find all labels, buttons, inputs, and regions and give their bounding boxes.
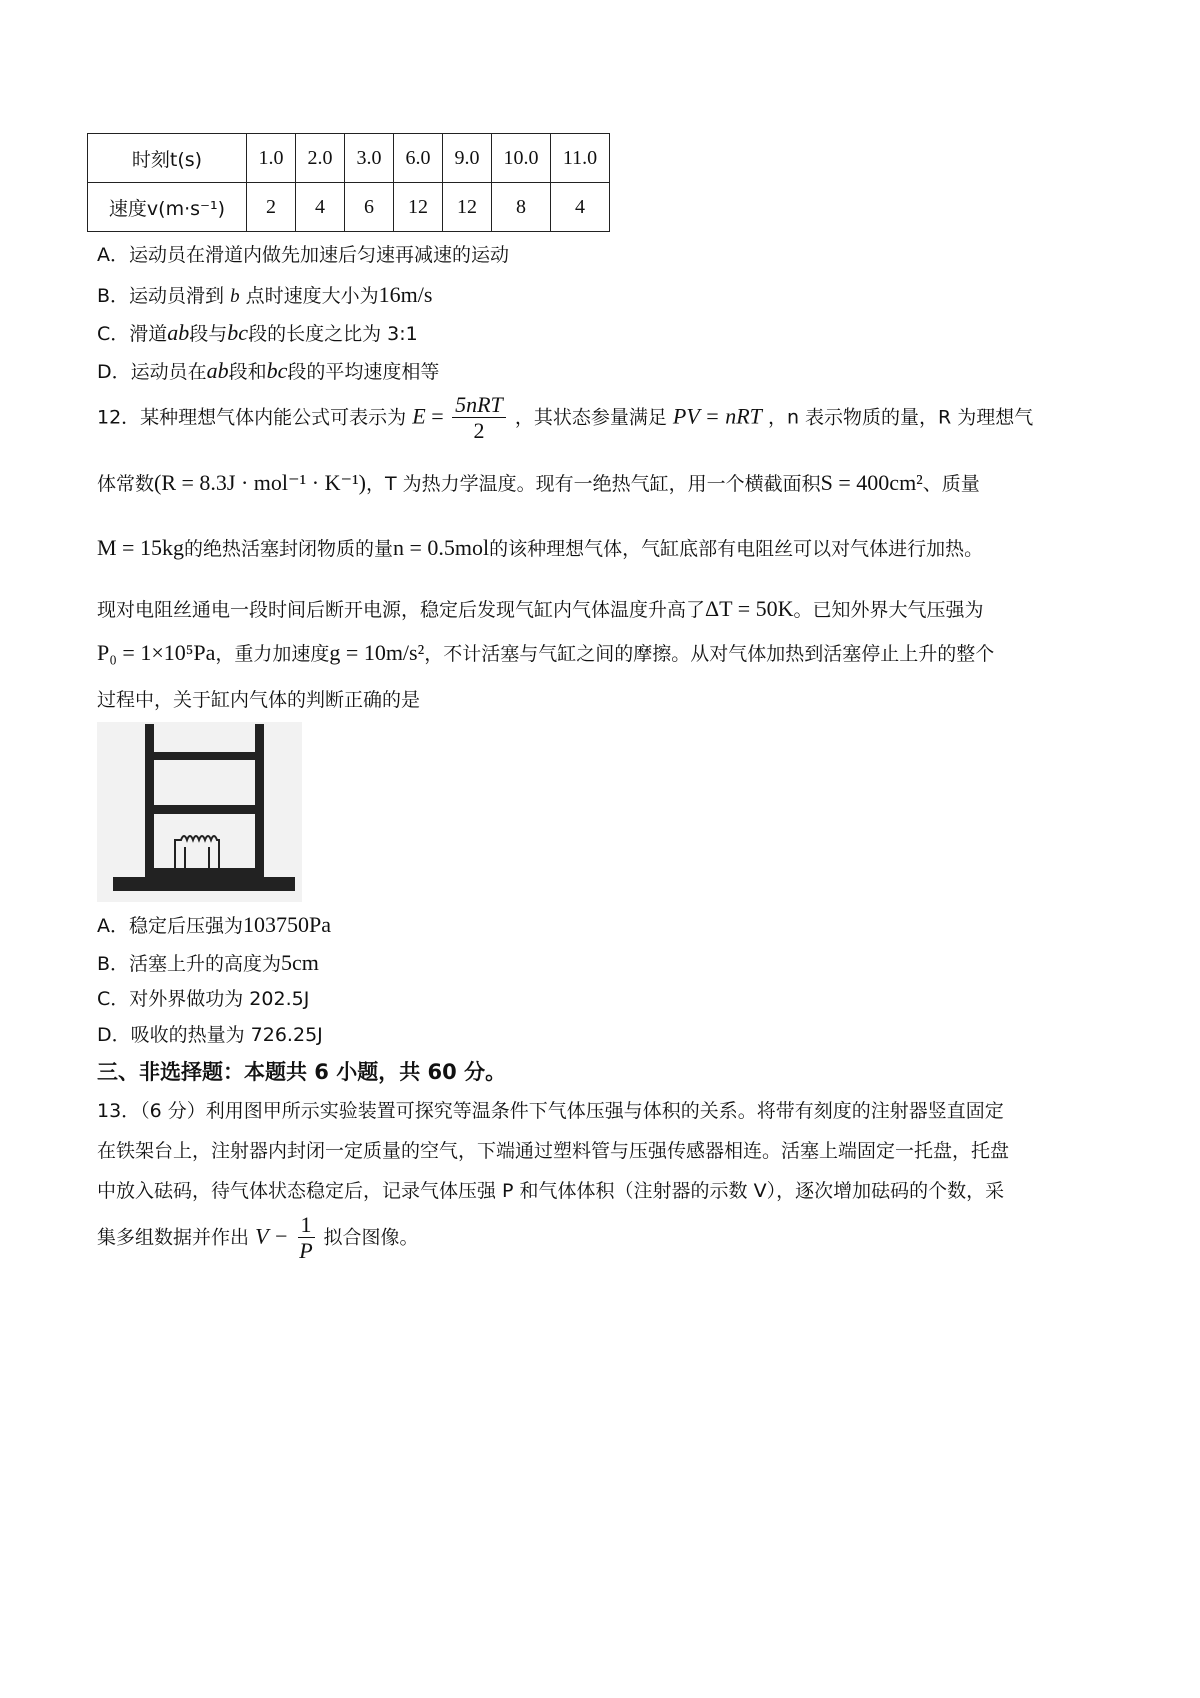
table-cell: 10.0	[492, 134, 551, 183]
table-cell: 1.0	[247, 134, 296, 183]
math-value: 103750Pa	[243, 912, 331, 937]
table-cell: 12	[443, 183, 492, 232]
math-expression: M = 15kg	[97, 535, 184, 560]
option-text: 段和	[228, 361, 267, 383]
q12-option-d: D．吸收的热量为 726.25J	[97, 1024, 323, 1046]
question-text: ，重力加速度	[215, 643, 330, 665]
fraction	[298, 1212, 315, 1264]
option-text: C．滑道	[97, 323, 168, 345]
table-cell: 8	[492, 183, 551, 232]
math-expression: ΔT = 50K	[705, 596, 794, 621]
q12-line-2	[97, 470, 980, 496]
question-text: 集多组数据并作出	[97, 1226, 250, 1249]
table-cell: 11.0	[551, 134, 610, 183]
table-cell: 2.0	[296, 134, 345, 183]
cylinder-wall-right	[255, 724, 264, 877]
table-header-time: 时刻t(s)	[88, 134, 247, 183]
cylinder-figure	[97, 722, 302, 902]
table-cell: 4	[296, 183, 345, 232]
table-header-velocity: 速度v(m·s⁻¹)	[88, 183, 247, 232]
question-text: 、质量	[922, 473, 980, 495]
q11-option-b	[97, 282, 432, 309]
table-cell: 9.0	[443, 134, 492, 183]
q12-line-4	[97, 596, 984, 622]
fraction-numerator: 5nRT	[452, 392, 506, 418]
option-text: 段的平均速度相等	[287, 361, 440, 383]
cylinder-wall-left	[145, 724, 154, 877]
math-expression: (R = 8.3J · mol⁻¹ · K⁻¹)	[154, 470, 366, 495]
option-text: D．运动员在	[97, 361, 207, 383]
question-text: ，n 表示物质的量，R 为理想气	[767, 406, 1034, 429]
q12-option-b	[97, 950, 319, 976]
question-text: 12．某种理想气体内能公式可表示为	[97, 406, 407, 429]
math-expression: n = 0.5mol	[392, 535, 490, 560]
question-text: ，不计活塞与气缸之间的摩擦。从对气体加热到活塞停止上升的整个	[424, 643, 995, 665]
math-var: bc	[266, 358, 288, 383]
question-text: 现对电阻丝通电一段时间后断开电源，稳定后发现气缸内气体温度升高了	[97, 599, 706, 621]
table-cell: 12	[394, 183, 443, 232]
option-text: A．稳定后压强为	[97, 915, 243, 937]
question-text: 体常数	[97, 473, 155, 495]
q12-line-6: 过程中，关于缸内气体的判断正确的是	[97, 689, 421, 711]
math-expression: g = 10m/s²	[329, 640, 425, 665]
base-plate	[113, 877, 295, 891]
question-text: ，其状态参量满足	[514, 406, 667, 429]
q12-option-c: C．对外界做功为 202.5J	[97, 988, 310, 1010]
math-expression: S = 400cm²	[820, 470, 923, 495]
option-text: B．运动员滑到	[97, 285, 225, 307]
math-equation: PV = nRT	[672, 403, 762, 429]
q12-option-a	[97, 912, 331, 938]
q11-option-d	[97, 358, 439, 384]
option-text: 点时速度大小为	[245, 285, 379, 307]
math-var: E	[412, 403, 426, 429]
question-text: 拟合图像。	[323, 1226, 419, 1249]
time-velocity-table	[87, 133, 610, 232]
question-text: ，T 为热力学温度。现有一绝热气缸，用一个横截面积	[366, 473, 821, 495]
q12-line-5	[97, 640, 994, 666]
math-var: V −	[255, 1223, 289, 1249]
option-text: B．活塞上升的高度为	[97, 953, 282, 975]
math-var: b	[230, 286, 240, 307]
q13-line-4	[97, 1212, 419, 1264]
q13-line-1: 13．（6 分）利用图甲所示实验装置可探究等温条件下气体压强与体积的关系。将带有刻度的注射器竖直固定	[97, 1100, 1004, 1122]
option-text: 段与	[189, 323, 228, 345]
table-row	[88, 134, 610, 183]
table-cell: 2	[247, 183, 296, 232]
q13-line-3: 中放入砝码，待气体状态稳定后，记录气体压强 P 和气体体积（注射器的示数 V），逐次增加砝码的个数，采	[97, 1180, 1005, 1202]
table-cell: 6	[345, 183, 394, 232]
option-text: 段的长度之比为 3:1	[248, 323, 418, 345]
math-var: bc	[227, 320, 249, 345]
q11-option-a: A．运动员在滑道内做先加速后匀速再减速的运动	[97, 244, 509, 266]
fraction-numerator: 1	[298, 1212, 315, 1238]
table-cell: 6.0	[394, 134, 443, 183]
q11-option-c	[97, 320, 418, 346]
fraction-denominator: P	[299, 1238, 313, 1264]
math-expression: P₀ = 1×10⁵Pa	[97, 640, 216, 665]
question-text: 的该种理想气体，气缸底部有电阻丝可以对气体进行加热。	[489, 538, 984, 560]
question-text: 。已知外界大气压强为	[793, 599, 984, 621]
section-heading: 三、非选择题：本题共 6 小题，共 60 分。	[97, 1060, 507, 1084]
math-value: 16m/s	[378, 282, 433, 307]
cylinder-bottom	[145, 868, 264, 877]
question-text: 的绝热活塞封闭物质的量	[183, 538, 393, 560]
table-row	[88, 183, 610, 232]
cylinder-diagram	[97, 722, 302, 902]
fraction	[452, 392, 506, 444]
piston	[154, 805, 255, 814]
upper-stopper	[154, 752, 255, 760]
fraction-denominator: 2	[473, 418, 485, 444]
math-var: ab	[167, 320, 190, 345]
table-cell: 4	[551, 183, 610, 232]
math-var: ab	[206, 358, 229, 383]
q12-line-3	[97, 535, 983, 561]
math-value: 5cm	[281, 950, 319, 975]
q12-line-1: 12．某种理想气体内能公式可表示为 E = $\frac{\text{5nRT}}{2}$ ，其状态参量满足 PV = nRT ，n 表示物质的量，R 为理想气	[97, 392, 1034, 444]
table-cell: 3.0	[345, 134, 394, 183]
q13-line-2: 在铁架台上，注射器内封闭一定质量的空气，下端通过塑料管与压强传感器相连。活塞上端固定一托盘，托盘	[97, 1140, 1010, 1162]
